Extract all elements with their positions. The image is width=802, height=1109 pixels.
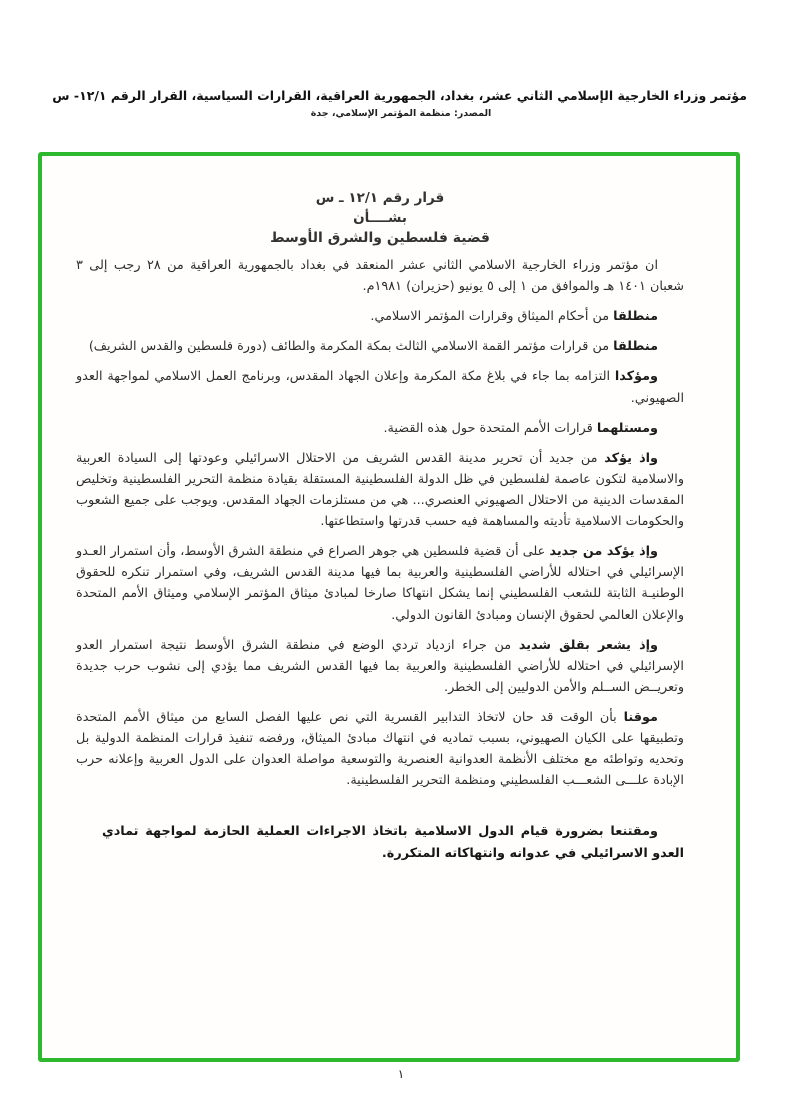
paragraph: ومستلهما قرارات الأمم المتحدة حول هذه القضية. [383, 420, 658, 436]
document-scan-body [42, 156, 736, 893]
paragraph: وإذ يؤكد من جديد على أن قضية فلسطين هي جوهر الصراع في منطقة الشرق الأوسط، وأن استمرار العـدو الإسرائيلي في احتلاله للأراضي الفلسطينية والعربية بما فيها مدينة القدس الشريف، وفي استمرار تنكره للحقوق الوطنيـة الثابتة للشعب الفلسطيني إنما يشكل انتهاكا صارخا لمبادئ ميثاق المؤتمر الإسلامي وميثاق الأمم المتحدة والإعلان العالمي لحقوق الإنسان ومبادئ القانون الدولي. [76, 544, 684, 623]
highlight-frame [38, 152, 740, 1062]
paragraph: منطلقا من أحكام الميثاق وقرارات المؤتمر الاسلامي. [370, 309, 658, 325]
resolution-number-title: قرار رقم ١٢/١ ـ س [315, 190, 445, 206]
paragraph: منطلقا من قرارات مؤتمر القمة الاسلامي الثالث بمكة المكرمة والطائف (دورة فلسطين والقدس الشريف) [88, 339, 658, 355]
resolution-text [76, 255, 684, 864]
closing-paragraph: ومقتنعا بضرورة قيام الدول الاسلامية باتخاذ الاجراءات العملية الحازمة لمواجهة تمادي العدو الاسرائيلي في عدوانه وانتهاكاته المتكررة. [102, 824, 684, 861]
page-number: ١ [397, 1067, 405, 1081]
paragraph: ومؤكدا التزامه بما جاء في بلاغ مكة المكرمة وإعلان الجهاد المقدس، وبرنامج العمل الاسلامي لمواجهة العدو الصهيوني. [76, 369, 684, 406]
paragraph: واذ يؤكد من جديد أن تحرير مدينة القدس الشريف من الاحتلال الاسرائيلي وعودتها إلى السيادة العربية والاسلامية لتكون عاصمة لفلسطين في ظل الدولة الفلسطينية المستقلة بقيادة منظمة التحرير الفلسطينية وتخليص المقدسات الدينية من الاحتلال الصهيوني العنصري... هي من مستلزمات الجهاد المقدس. ويوجب على جميع الشعوب والحكومات الاسلامية تأديته والمساهمة فيه حسب قدرتها واستطاعتها. [76, 450, 684, 530]
document-header-title: مؤتمر وزراء الخارجية الإسلامي الثاني عشر، بغداد، الجمهورية العراقية، القرارات السياسية، القرار الرقم ١٢/١- س [52, 88, 747, 103]
paragraph: ان مؤتمر وزراء الخارجية الاسلامي الثاني عشر المنعقد في بغداد بالجمهورية العراقية من ٢٨ رجب إلى ٣ شعبان ١٤٠١ هـ والموافق من ١ إلى ٥ يونيو (حزيران) ١٩٨١م. [76, 258, 684, 295]
document-source-line: المصدر: منظمة المؤتمر الإسلامي، جدة [310, 108, 492, 119]
resolution-subject-label: بشــــأن [353, 210, 407, 226]
paragraph: وإذ يشعر بقلق شديد من جراء ازدياد تردي الوضع في منطقة الشرق الأوسط نتيجة استمرار العدو الإسرائيلي في احتلاله للأراضي الفلسطينية والعربية بما فيها القدس الشريف مما يؤدي إلى نشوب حرب جديدة وتعريــض الســلم والأمن الدوليين إلى الخطر. [76, 637, 684, 695]
resolution-subject-title: قضية فلسطين والشرق الأوسط [270, 230, 490, 246]
paragraph: موقنا بأن الوقت قد حان لاتخاذ التدابير القسرية التي نص عليها الفصل السابع من ميثاق الأمم المتحدة وتطبيقها على الكيان الصهيوني، بسبب تماديه في انتهاك مبادئ الميثاق، ورفضه تنفيذ قرارات المنظمة الدولية بل وتحديه وتواطئه مع مختلف الأنظمة العدوانية العنصرية والتوسعية مواصلة العدوان على الدول العربية وإعلانه حرب الإبادة علـــى الشعـــب الفلسطيني ومنظمة التحرير الفلسطينية. [76, 709, 684, 789]
